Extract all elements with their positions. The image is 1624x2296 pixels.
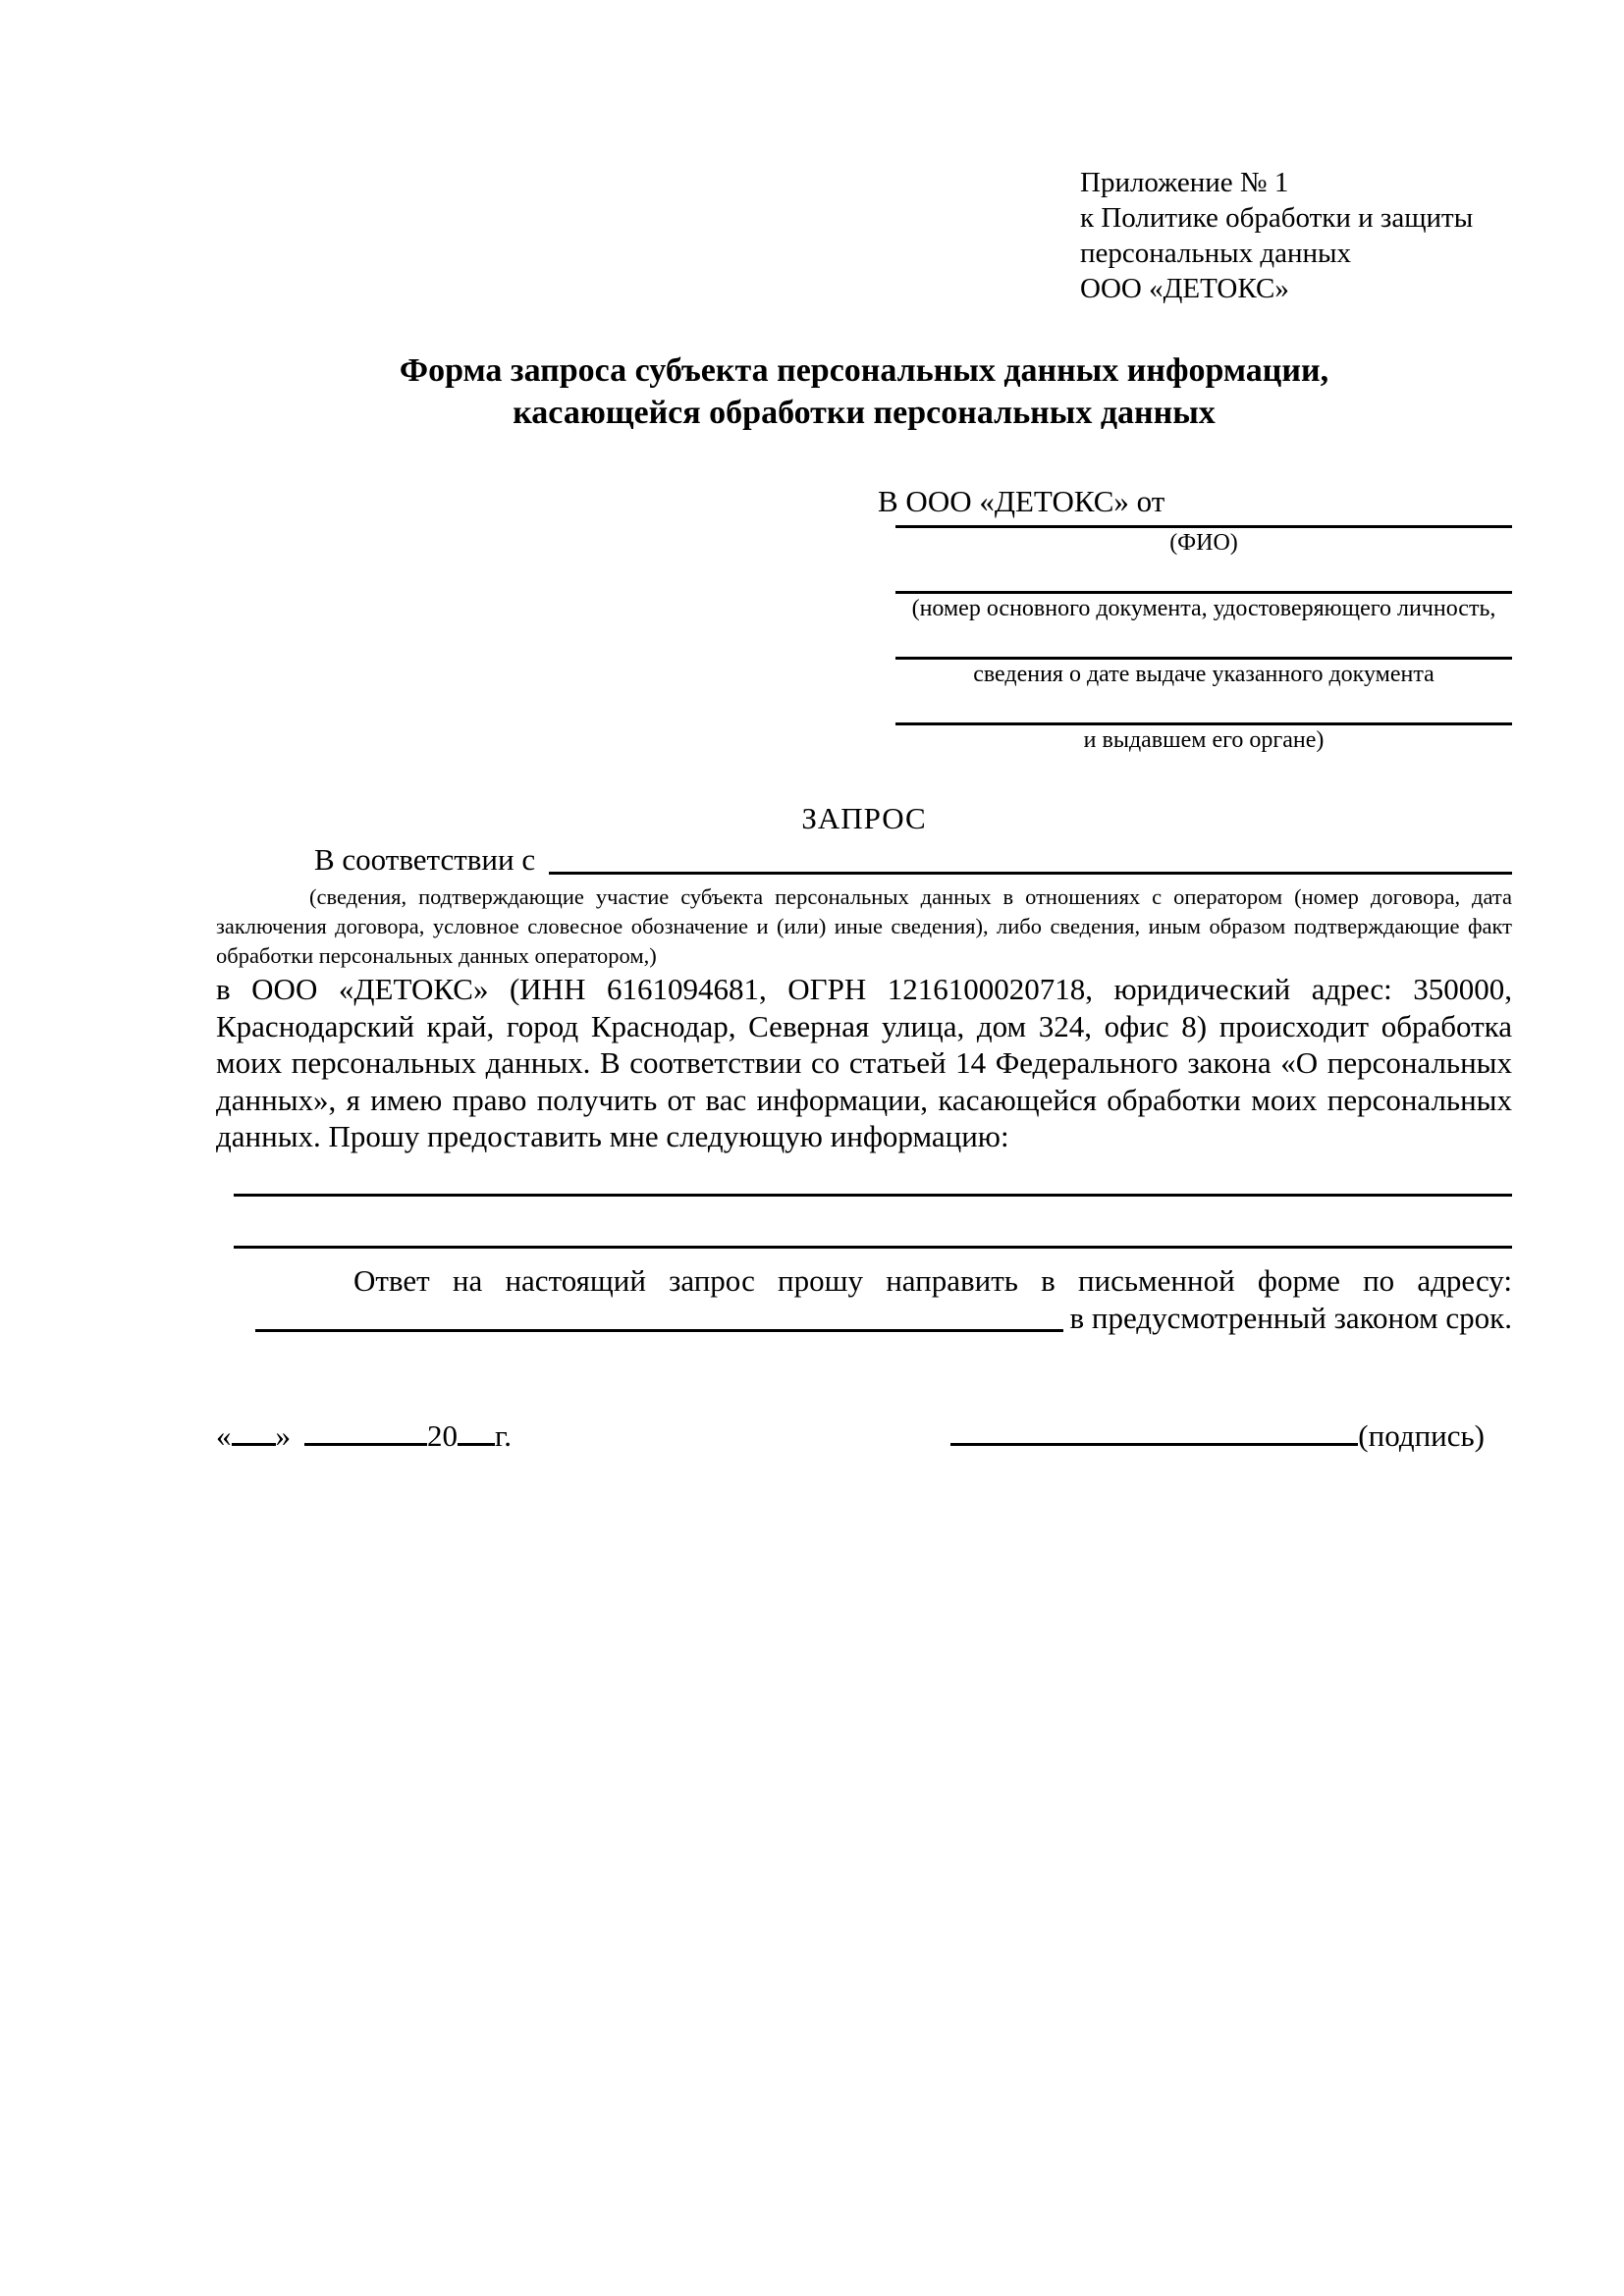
document-number-caption: (номер основного документа, удостоверяющего личность, bbox=[911, 596, 1496, 621]
month-blank-line bbox=[304, 1442, 427, 1446]
information-blank-line bbox=[234, 1197, 1512, 1249]
date-open-quote: « bbox=[216, 1417, 232, 1453]
small-print-note: (сведения, подтверждающие участие субъекта персональных данных в отношениях с оператором (номер договора, дата заключения договора, условное словесное обозначение и (или) иные сведения), либо сведения, иным образом подтверждающие факт обработки персональных данных оператором,) bbox=[216, 884, 1512, 968]
date-close-quote: » bbox=[275, 1417, 291, 1453]
signature-fill-in bbox=[950, 1417, 1485, 1455]
document-number-blank-line bbox=[895, 586, 1512, 594]
document-title bbox=[216, 349, 1512, 434]
address-blank-line bbox=[255, 1329, 1063, 1332]
year-suffix: г. bbox=[495, 1417, 512, 1453]
date-fill-in bbox=[216, 1417, 512, 1455]
appendix-header-line: Приложение № 1 bbox=[1080, 167, 1289, 198]
appendix-header-line: к Политике обработки и защиты bbox=[1080, 202, 1474, 234]
issue-date-blank-line bbox=[895, 652, 1512, 660]
answer-address-blank-row bbox=[216, 1300, 1512, 1337]
appendix-header-line: персональных данных bbox=[1080, 238, 1352, 269]
fio-caption: (ФИО) bbox=[1169, 530, 1238, 556]
appendix-header-line: ООО «ДЕТОКС» bbox=[1080, 273, 1289, 304]
appendix-header bbox=[1080, 165, 1512, 306]
accordance-label: В соответствии с bbox=[314, 842, 536, 877]
addressee-to-label: В ООО «ДЕТОКС» от bbox=[878, 484, 1165, 518]
answer-address-line: Ответ на настоящий запрос прошу направить в письменной форме по адресу: bbox=[353, 1262, 1512, 1298]
information-blank-line bbox=[234, 1155, 1512, 1197]
signature-caption: (подпись) bbox=[1358, 1417, 1485, 1453]
year-blank-line bbox=[458, 1442, 495, 1446]
issue-date-caption: сведения о дате выдаче указанного документа bbox=[973, 662, 1435, 687]
issuing-authority-blank-line bbox=[895, 718, 1512, 725]
day-blank-line bbox=[232, 1442, 276, 1446]
addressee-block bbox=[878, 483, 1512, 755]
document-title-line: Форма запроса субъекта персональных данных информации, bbox=[399, 352, 1329, 389]
year-prefix: 20 bbox=[427, 1417, 458, 1453]
date-signature-row bbox=[216, 1417, 1512, 1455]
signature-blank-line bbox=[950, 1442, 1358, 1446]
accordance-line bbox=[216, 841, 1512, 879]
answer-deadline-text: в предусмотренный законом срок. bbox=[1069, 1300, 1512, 1335]
issuing-authority-caption: и выдавшем его органе) bbox=[1083, 727, 1325, 753]
request-body-paragraph: в ООО «ДЕТОКС» (ИНН 6161094681, ОГРН 1216100020718, юридический адрес: 350000, Краснодарский край, город Краснодар, Северная улица, дом 324, офис 8) происходит обработка моих персональных данных. В соответствии со статьей 14 Федерального закона «О персональных данных», я имею право получить от вас информации, касающейся обработки моих персональных данных. Прошу предоставить мне следующую информацию: bbox=[216, 972, 1512, 1153]
accordance-blank-line bbox=[549, 872, 1512, 875]
request-heading: ЗАПРОС bbox=[801, 801, 927, 835]
document-title-line: касающейся обработки персональных данных bbox=[513, 395, 1216, 431]
fio-blank-line bbox=[895, 520, 1512, 528]
